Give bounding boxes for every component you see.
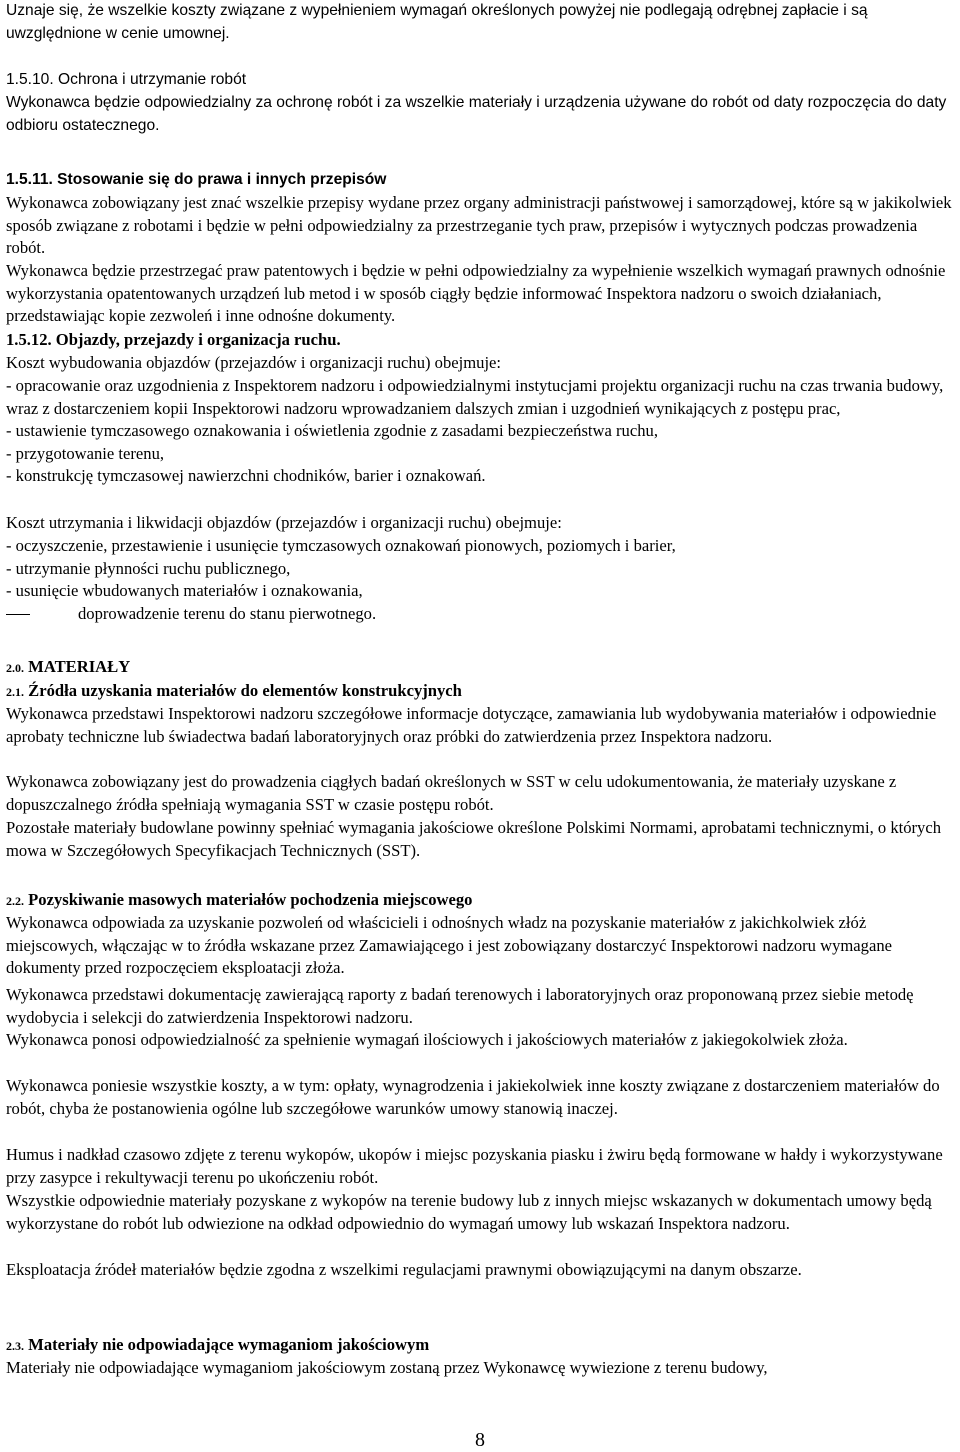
section-title: Pozyskiwanie masowych materiałów pochodzenia miejscowego [28, 890, 473, 909]
list-item: - ustawienie tymczasowego oznakowania i oświetlenia zgodnie z zasadami bezpieczeństwa ruchu, [6, 421, 658, 441]
section-title: MATERIAŁY [28, 657, 131, 676]
section-2-1-paragraph-2: Wykonawca zobowiązany jest do prowadzenia ciągłych badań określonych w SST w celu udokumentowania, że materiały uzyskane z dopuszczalnego źródła spełniają wymagania SST w czasie postępu robót. [6, 772, 897, 814]
section-1-5-11-paragraph-2: Wykonawca będzie przestrzegać praw patentowych i będzie w pełni odpowiedzialny za wypełnienie wszelkich wymagań prawnych odnośnie wykorzystania opatentowanych urządzeń lub metod i w sposób ciągły będzie informować Inspektora nadzoru o swoich działaniach, przedstawiając kopie zezwoleń i inne odnośne dokumenty. [6, 261, 946, 326]
intro-paragraph: Uznaje się, że wszelkie koszty związane z wypełnieniem wymagań określonych powyżej nie podlegają odrębnej zapłacie i są uwzględnione w cenie umownej. [6, 2, 868, 42]
section-1-5-10-text: Wykonawca będzie odpowiedzialny za ochronę robót i za wszelkie materiały i urządzenia używane do robót od daty rozpoczęcia do daty odbioru ostatecznego. [6, 94, 947, 134]
list-item: - konstrukcję tymczasowej nawierzchni chodników, barier i oznakowań. [6, 466, 486, 486]
section-2-3-heading [6, 1334, 429, 1358]
page-number: 8 [475, 1429, 485, 1451]
section-2-2-paragraph-3: Wykonawca ponosi odpowiedzialność za spełnienie wymagań ilościowych i jakościowych materiałów z jakiegokolwiek złoża. [6, 1030, 848, 1049]
section-1-5-12-heading: 1.5.12. Objazdy, przejazdy i organizacja ruchu. [6, 330, 341, 349]
section-2-1-paragraph-3: Pozostałe materiały budowlane powinny spełniać wymagania jakościowe określone Polskimi Normami, aprobatami technicznymi, o których mowa w Szczegółowych Specyfikacjach Technicznych (SST). [6, 818, 942, 860]
section-2-2-paragraph-5: Humus i nadkład czasowo zdjęte z terenu wykopów, ukopów i miejsc pozyskania piasku i żwiru będą formowane w hałdy i wykorzystywane przy zasypce i rekultywacji terenu po ukończeniu robót. [6, 1145, 943, 1187]
maintenance-cost-list [6, 535, 956, 625]
section-2-1-heading [6, 680, 462, 704]
section-title: Źródła uzyskania materiałów do elementów konstrukcyjnych [28, 681, 462, 700]
section-2-2-paragraph-6: Wszystkie odpowiednie materiały pozyskane z wykopów na terenie budowy lub z innych miejsc wskazanych w dokumentach umowy będą wykorzystane do robót lub odwiezione na odkład odpowiednio do wymagań umowy lub wskazań Inspektora nadzoru. [6, 1191, 932, 1233]
section-number: 2.2. [6, 894, 24, 908]
list-item [6, 603, 956, 626]
dash-bullet [6, 603, 78, 626]
list-item-text: doprowadzenie terenu do stanu pierwotnego. [78, 603, 377, 623]
section-number: 2.0. [6, 661, 24, 675]
section-number: 2.3. [6, 1339, 24, 1353]
list-item: - utrzymanie płynności ruchu publicznego, [6, 558, 291, 578]
list-item: - opracowanie oraz uzgodnienia z Inspektorem nadzoru i odpowiedzialnymi instytucjami projektu organizacji ruchu na czas trwania budowy, wraz z dostarczeniem kopii Inspektorowi nadzoru wprowadzaniem dalszych zmian i uzgodnień wynikających z postępu prac, [6, 376, 944, 418]
section-2-0-heading [6, 656, 130, 680]
build-cost-intro: Koszt wybudowania objazdów (przejazdów i organizacji ruchu) obejmuje: [6, 353, 502, 372]
section-2-2-paragraph-4: Wykonawca poniesie wszystkie koszty, a w tym: opłaty, wynagrodzenia i jakiekolwiek inne koszty związane z dostarczeniem materiałów do robót, chyba że postanowienia ogólne lub szczegółowe warunków umowy stanowią inaczej. [6, 1076, 940, 1118]
build-cost-list [6, 375, 956, 488]
section-2-2-paragraph-1: Wykonawca odpowiada za uzyskanie pozwoleń od właścicieli i odnośnych władz na pozyskanie materiałów z jakichkolwiek złóż miejscowych, włączając w to źródła wskazane przez Zamawiającego i jest zobowiązany dostarczyć Inspektorowi nadzoru wymagane dokumenty przed rozpoczęciem eksploatacji złoża. [6, 913, 892, 978]
section-number: 2.1. [6, 685, 24, 699]
section-2-1-paragraph-1: Wykonawca przedstawi Inspektorowi nadzoru szczegółowe informacje dotyczące, zamawiania lub wydobywania materiałów i odpowiednie aprobaty techniczne lub świadectwa badań laboratoryjnych oraz próbki do zatwierdzenia przez Inspektora nadzoru. [6, 704, 937, 746]
maintenance-cost-intro: Koszt utrzymania i likwidacji objazdów (przejazdów i organizacji ruchu) obejmuje: [6, 513, 562, 532]
section-title: Materiały nie odpowiadające wymaganiom jakościowym [28, 1335, 430, 1354]
section-1-5-10-heading: 1.5.10. Ochrona i utrzymanie robót [6, 71, 247, 88]
section-1-5-11-heading: 1.5.11. Stosowanie się do prawa i innych przepisów [6, 171, 387, 188]
section-2-3-paragraph-1: Materiały nie odpowiadające wymaganiom jakościowym zostaną przez Wykonawcę wywiezione z terenu budowy, [6, 1358, 768, 1377]
list-item: - usunięcie wbudowanych materiałów i oznakowania, [6, 581, 363, 601]
section-1-5-11-paragraph-1: Wykonawca zobowiązany jest znać wszelkie przepisy wydane przez organy administracji państwowej i samorządowej, które są w jakikolwiek sposób związane z robotami i będzie w pełni odpowiedzialny za przestrzeganie tych praw, przepisów i wytycznych podczas prowadzenia robót. [6, 193, 952, 258]
list-item: - przygotowanie terenu, [6, 443, 165, 463]
list-item: - oczyszczenie, przestawienie i usunięcie tymczasowych oznakowań pionowych, poziomych i barier, [6, 536, 676, 555]
section-2-2-heading [6, 889, 472, 913]
section-2-2-paragraph-7: Eksploatacja źródeł materiałów będzie zgodna z wszelkimi regulacjami prawnymi obowiązującymi na danym obszarze. [6, 1260, 802, 1279]
section-2-2-paragraph-2: Wykonawca przedstawi dokumentację zawierającą raporty z badań terenowych i laboratoryjnych oraz proponowaną przez siebie metodę wydobycia i selekcji do zatwierdzenia Inspektorowi nadzoru. [6, 985, 914, 1027]
